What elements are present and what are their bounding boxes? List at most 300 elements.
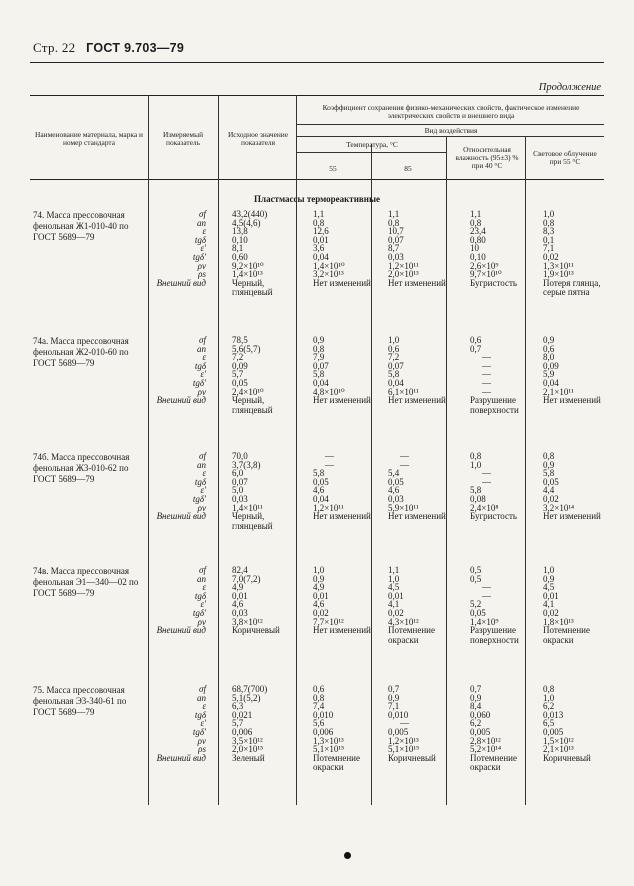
cell-initial: 43,2(440) bbox=[232, 209, 268, 219]
cell-light: 0,8 bbox=[543, 451, 555, 461]
cell-initial: 0,60 bbox=[232, 251, 248, 262]
cell-humidity: — bbox=[482, 386, 491, 397]
cell-humidity: 2,6×10⁹ bbox=[470, 260, 499, 271]
header-rule bbox=[30, 62, 604, 63]
cell-t85: 0,07 bbox=[388, 234, 404, 245]
cell-humidity: 8,4 bbox=[470, 701, 482, 712]
cell-initial: Черный, глянцевый bbox=[232, 511, 273, 531]
cell-symbols: σf bbox=[199, 209, 206, 219]
cell-t55: 1,2×10¹¹ bbox=[313, 502, 344, 513]
cell-symbols: Внешний вид bbox=[156, 625, 206, 636]
cell-humidity: 0,8 bbox=[470, 217, 482, 228]
cell-light: 0,02 bbox=[543, 607, 559, 618]
cell-t55: 7,4 bbox=[313, 701, 325, 712]
column-humidity bbox=[470, 566, 540, 645]
cell-initial: 6,3 bbox=[232, 701, 244, 712]
cell-t55: Нет изменений bbox=[313, 395, 371, 406]
material-name: 74а. Масса прессовочная фенольная Ж2-010-60 по ГОСТ 5689—79 bbox=[33, 336, 129, 369]
cell-initial: 0,021 bbox=[232, 709, 253, 720]
cell-humidity: 0,060 bbox=[470, 709, 491, 720]
cell-t55: 4,8×10¹⁰ bbox=[313, 386, 345, 397]
column-humidity bbox=[470, 336, 540, 415]
cell-symbols: ρv bbox=[197, 616, 206, 627]
cell-initial: 1,4×10¹³ bbox=[232, 269, 263, 280]
cell-light: 2,1×10¹³ bbox=[543, 744, 574, 755]
cell-t85: 0,03 bbox=[388, 251, 404, 262]
cell-t55: 0,8 bbox=[313, 217, 325, 228]
cell-light: 1,5×10¹² bbox=[543, 735, 574, 746]
header-coef: Коэффициент сохранения физико-механических свойств, фактическое изменение электрических свойств и внешнего вида bbox=[322, 103, 580, 120]
cell-light: 4,5 bbox=[543, 582, 555, 593]
cell-t85: 10,7 bbox=[388, 226, 404, 237]
cell-initial: 7,2 bbox=[232, 352, 244, 363]
cell-humidity: 10 bbox=[470, 243, 479, 254]
cell-t85: 1,2×10¹¹ bbox=[388, 260, 419, 271]
cell-symbols: ρv bbox=[197, 260, 206, 271]
standard-number: ГОСТ 9.703—79 bbox=[86, 41, 185, 55]
cell-t85: 1,1 bbox=[388, 565, 400, 575]
cell-light: 2,1×10¹¹ bbox=[543, 386, 574, 397]
cell-humidity: — bbox=[482, 468, 491, 479]
cell-symbols: ρv bbox=[197, 735, 206, 746]
cell-symbols: ρv bbox=[197, 386, 206, 397]
column-initial bbox=[232, 566, 302, 636]
cell-symbols: tgδ bbox=[194, 476, 206, 487]
cell-symbols: ε′ bbox=[200, 369, 206, 380]
column-t55 bbox=[313, 452, 373, 522]
column-t55 bbox=[313, 566, 373, 636]
cell-t55: 0,02 bbox=[313, 607, 329, 618]
cell-symbols: aп bbox=[197, 692, 206, 703]
cell-t85: 0,9 bbox=[388, 692, 400, 703]
cell-light: Нет изменений bbox=[543, 511, 601, 522]
cell-t55: 0,01 bbox=[313, 590, 329, 601]
cell-humidity: Бугристость bbox=[470, 511, 518, 522]
cell-light: 1,0 bbox=[543, 565, 555, 575]
cell-t85: 0,02 bbox=[388, 607, 404, 618]
cell-initial: 3,7(3,8) bbox=[232, 459, 261, 470]
cell-t85: 4,5 bbox=[388, 582, 400, 593]
header-humidity: Относительная влажность (95±3) % при 40 °С bbox=[455, 145, 519, 170]
cell-t55: 12,6 bbox=[313, 226, 329, 237]
cell-symbols: ε′ bbox=[200, 485, 206, 496]
cell-light: 4,1 bbox=[543, 599, 555, 610]
cell-symbols: ε bbox=[202, 582, 206, 593]
cell-symbols: Внешний вид bbox=[156, 752, 206, 763]
cell-t85: 1,1 bbox=[388, 209, 400, 219]
cell-t85: 0,7 bbox=[388, 684, 400, 694]
cell-symbols: ε bbox=[202, 468, 206, 479]
cell-t55: 0,04 bbox=[313, 377, 329, 388]
cell-humidity: Потемнение окраски bbox=[470, 752, 517, 773]
cell-t85: 0,010 bbox=[388, 709, 409, 720]
cell-initial: 5,7 bbox=[232, 369, 244, 380]
cell-light: 1,3×10¹¹ bbox=[543, 260, 574, 271]
cell-initial: 78,5 bbox=[232, 335, 248, 345]
cell-t55: 3,6 bbox=[313, 243, 325, 254]
column-humidity bbox=[470, 452, 540, 522]
cell-light: 5,8 bbox=[543, 468, 555, 479]
cell-humidity: Бугристость bbox=[470, 277, 518, 288]
column-light bbox=[543, 336, 613, 406]
cell-symbols: tgδ′ bbox=[192, 377, 206, 388]
cell-symbols: ρv bbox=[197, 502, 206, 513]
cell-t55: 4,6 bbox=[313, 485, 325, 496]
cell-light: 0,013 bbox=[543, 709, 564, 720]
cell-humidity: 0,005 bbox=[470, 726, 491, 737]
cell-light: 0,04 bbox=[543, 377, 559, 388]
header-t55: 55 bbox=[329, 164, 337, 173]
cell-t85: 0,005 bbox=[388, 726, 409, 737]
cell-symbols: σf bbox=[199, 684, 206, 694]
cell-symbols: σf bbox=[199, 451, 206, 461]
cell-light: 0,9 bbox=[543, 573, 555, 584]
cell-t55: 0,8 bbox=[313, 692, 325, 703]
cell-t85: 2,0×10¹³ bbox=[388, 269, 419, 280]
cell-t55: 7,7×10¹² bbox=[313, 616, 344, 627]
cell-light: 8,0 bbox=[543, 352, 555, 363]
cell-initial: 7,0(7,2) bbox=[232, 573, 261, 584]
cell-light: 0,9 bbox=[543, 459, 555, 470]
cell-humidity: 1,4×10⁹ bbox=[470, 616, 499, 627]
cell-t55: Потемнение окраски bbox=[313, 752, 360, 773]
cell-initial: 1,4×10¹¹ bbox=[232, 502, 263, 513]
cell-light: 5,9 bbox=[543, 369, 555, 380]
header-material: Наименование материала, марка и номер стандарта bbox=[35, 130, 143, 147]
cell-symbols: aп bbox=[197, 343, 206, 354]
cell-symbols: ρs bbox=[198, 744, 206, 755]
cell-light: 0,8 bbox=[543, 684, 555, 694]
cell-t85: Нет изменений bbox=[388, 395, 446, 406]
section-title: Пластмассы термореактивные bbox=[254, 194, 380, 204]
cell-light: 1,0 bbox=[543, 209, 555, 219]
cell-initial: 5,6(5,7) bbox=[232, 343, 261, 354]
cell-t55: 0,04 bbox=[313, 493, 329, 504]
cell-symbols: ρs bbox=[198, 269, 206, 280]
cell-humidity: 0,5 bbox=[470, 565, 482, 575]
cell-light: 1,9×10¹³ bbox=[543, 269, 574, 280]
cell-t55: 5,8 bbox=[313, 369, 325, 380]
cell-symbols: aп bbox=[197, 459, 206, 470]
material-name: 74. Масса прессовочная фенольная Ж1-010-40 по ГОСТ 5689—79 bbox=[33, 210, 129, 243]
cell-initial: 5,0 bbox=[232, 485, 244, 496]
cell-symbols: tgδ bbox=[194, 360, 206, 371]
column-t55 bbox=[313, 210, 373, 288]
cell-t85: 1,2×10¹³ bbox=[388, 735, 419, 746]
cell-humidity: — bbox=[482, 476, 491, 487]
cell-initial: 0,09 bbox=[232, 360, 248, 371]
cell-initial: 0,01 bbox=[232, 590, 248, 601]
cell-light: 1,8×10¹³ bbox=[543, 616, 574, 627]
page-mark bbox=[344, 852, 351, 859]
cell-t85: 0,8 bbox=[388, 217, 400, 228]
header-impact: Вид воздействия bbox=[424, 126, 478, 135]
cell-humidity: 5,2 bbox=[470, 599, 482, 610]
column-symbols bbox=[150, 210, 206, 288]
cell-symbols: tgδ bbox=[194, 234, 206, 245]
column-t85 bbox=[388, 685, 448, 763]
column-t55 bbox=[313, 336, 373, 406]
column-t85 bbox=[388, 566, 448, 645]
cell-initial: 8,1 bbox=[232, 243, 244, 254]
cell-symbols: ε bbox=[202, 701, 206, 712]
cell-t85: 5,8 bbox=[388, 369, 400, 380]
column-light bbox=[543, 566, 613, 645]
cell-light: Коричневый bbox=[543, 752, 591, 763]
cell-symbols: tgδ′ bbox=[192, 251, 206, 262]
cell-t85: 7,2 bbox=[388, 352, 400, 363]
cell-initial: 5,7 bbox=[232, 718, 244, 729]
cell-humidity: Разрушение поверхности bbox=[470, 625, 519, 645]
column-symbols bbox=[150, 566, 206, 636]
cell-t55: 4,6 bbox=[313, 599, 325, 610]
cell-initial: 0,006 bbox=[232, 726, 253, 737]
column-t85 bbox=[388, 336, 448, 406]
cell-t55: 1,1 bbox=[313, 209, 325, 219]
cell-symbols: aп bbox=[197, 573, 206, 584]
cell-symbols: Внешний вид bbox=[156, 511, 206, 522]
cell-light: 6,2 bbox=[543, 701, 555, 712]
cell-humidity: 0,05 bbox=[470, 607, 486, 618]
cell-t85: Нет изменений bbox=[388, 511, 446, 522]
cell-humidity: 5,2×10¹⁴ bbox=[470, 744, 502, 755]
cell-t85: 5,4 bbox=[388, 468, 400, 479]
cell-t85: 7,1 bbox=[388, 701, 400, 712]
cell-t55: 3,2×10¹³ bbox=[313, 269, 344, 280]
cell-t85: Нет изменений bbox=[388, 277, 446, 288]
cell-symbols: ε′ bbox=[200, 599, 206, 610]
cell-t85: 0,03 bbox=[388, 493, 404, 504]
table-header-bottom-rule bbox=[30, 179, 604, 180]
cell-t55: Нет изменений bbox=[313, 511, 371, 522]
header-temperature: Температура, °С bbox=[346, 140, 398, 149]
cell-t85: — bbox=[400, 451, 409, 461]
cell-t85: 0,6 bbox=[388, 343, 400, 354]
header-indicator: Измеряемый показатель bbox=[162, 130, 204, 147]
cell-initial: 6,0 bbox=[232, 468, 244, 479]
cell-humidity: — bbox=[482, 582, 491, 593]
cell-light: 0,02 bbox=[543, 493, 559, 504]
cell-humidity: — bbox=[482, 369, 491, 380]
cell-symbols: Внешний вид bbox=[156, 277, 206, 288]
cell-initial: 68,7(700) bbox=[232, 684, 268, 694]
cell-humidity: 0,7 bbox=[470, 343, 482, 354]
cell-humidity: 2,4×10⁸ bbox=[470, 502, 499, 513]
cell-t85: 0,07 bbox=[388, 360, 404, 371]
cell-humidity: 0,5 bbox=[470, 573, 482, 584]
cell-t55: 0,9 bbox=[313, 335, 325, 345]
column-humidity bbox=[470, 210, 540, 288]
cell-t55: 5,6 bbox=[313, 718, 325, 729]
cell-light: 1,0 bbox=[543, 692, 555, 703]
cell-light: 0,02 bbox=[543, 251, 559, 262]
cell-t55: 0,010 bbox=[313, 709, 334, 720]
cell-light: Потемнение окраски bbox=[543, 625, 590, 645]
cell-t85: 0,04 bbox=[388, 377, 404, 388]
cell-humidity: 0,9 bbox=[470, 692, 482, 703]
cell-light: 0,9 bbox=[543, 335, 555, 345]
cell-initial: 2,4×10¹⁰ bbox=[232, 386, 264, 397]
cell-light: 0,01 bbox=[543, 590, 559, 601]
cell-t55: — bbox=[325, 451, 334, 461]
cell-initial: Коричневый bbox=[232, 625, 280, 636]
cell-t85: 4,1 bbox=[388, 599, 400, 610]
cell-t85: 8,7 bbox=[388, 243, 400, 254]
column-light bbox=[543, 685, 613, 763]
cell-t85: 5,9×10¹¹ bbox=[388, 502, 419, 513]
cell-t55: 0,04 bbox=[313, 251, 329, 262]
cell-initial: 9,2×10¹⁰ bbox=[232, 260, 264, 271]
cell-t55: Нет изменений bbox=[313, 625, 371, 636]
cell-t85: 0,05 bbox=[388, 476, 404, 487]
cell-symbols: tgδ′ bbox=[192, 726, 206, 737]
header-light: Световое облучение при 55 °С bbox=[533, 149, 597, 166]
column-t85 bbox=[388, 452, 448, 522]
cell-initial: Зеленый bbox=[232, 752, 265, 763]
cell-symbols: aп bbox=[197, 217, 206, 228]
cell-initial: 3,8×10¹² bbox=[232, 616, 263, 627]
cell-humidity: 0,8 bbox=[470, 451, 482, 461]
cell-initial: 4,9 bbox=[232, 582, 244, 593]
page-header bbox=[33, 40, 184, 56]
cell-humidity: 0,80 bbox=[470, 234, 486, 245]
cell-t85: Потемнение окраски bbox=[388, 625, 435, 645]
cell-t55: Нет изменений bbox=[313, 277, 371, 288]
cell-symbols: tgδ bbox=[194, 709, 206, 720]
cell-t55: — bbox=[325, 459, 334, 470]
material-name: 75. Масса прессовочная фенольная Э3-340-61 по ГОСТ 5689—79 bbox=[33, 685, 127, 718]
cell-initial: 5,1(5,2) bbox=[232, 692, 261, 703]
cell-t85: — bbox=[400, 718, 409, 729]
column-initial bbox=[232, 685, 302, 763]
cell-light: 8,3 bbox=[543, 226, 555, 237]
cell-t85: — bbox=[400, 459, 409, 470]
material-name: 74б. Масса прессовочная фенольная Ж3-010-62 по ГОСТ 5689—79 bbox=[33, 452, 130, 485]
cell-humidity: 1,0 bbox=[470, 459, 482, 470]
cell-t55: 1,4×10¹⁰ bbox=[313, 260, 345, 271]
column-symbols bbox=[150, 685, 206, 763]
cell-humidity: Разрушение поверхности bbox=[470, 395, 519, 415]
cell-light: 0,1 bbox=[543, 234, 555, 245]
cell-initial: 13,8 bbox=[232, 226, 248, 237]
column-humidity bbox=[470, 685, 540, 773]
cell-t55: 5,8 bbox=[313, 468, 325, 479]
cell-symbols: tgδ bbox=[194, 590, 206, 601]
cell-humidity: 9,7×10¹⁰ bbox=[470, 269, 502, 280]
column-t85 bbox=[388, 210, 448, 288]
cell-symbols: ε′ bbox=[200, 718, 206, 729]
table-top-rule bbox=[30, 95, 604, 96]
cell-light: 0,05 bbox=[543, 476, 559, 487]
cell-humidity: — bbox=[482, 377, 491, 388]
cell-light: 7,1 bbox=[543, 243, 555, 254]
material-name: 74в. Масса прессовочная фенольная Э1—340—02 по ГОСТ 5689—79 bbox=[33, 566, 139, 599]
cell-t55: 0,05 bbox=[313, 476, 329, 487]
cell-t85: 5,1×10¹⁵ bbox=[388, 744, 420, 755]
cell-initial: 3,5×10¹² bbox=[232, 735, 263, 746]
cell-t85: 1,0 bbox=[388, 573, 400, 584]
cell-symbols: ε bbox=[202, 352, 206, 363]
cell-light: 0,005 bbox=[543, 726, 564, 737]
cell-t85: 0,01 bbox=[388, 590, 404, 601]
cell-symbols: σf bbox=[199, 565, 206, 575]
cell-initial: 70,0 bbox=[232, 451, 248, 461]
cell-initial: 0,03 bbox=[232, 493, 248, 504]
column-symbols bbox=[150, 336, 206, 406]
cell-t55: 1,0 bbox=[313, 565, 325, 575]
cell-light: 3,2×10¹⁴ bbox=[543, 502, 575, 513]
cell-t55: 0,6 bbox=[313, 684, 325, 694]
cell-t85: 6,1×10¹¹ bbox=[388, 386, 419, 397]
page-number: Стр. 22 bbox=[33, 40, 76, 55]
cell-humidity: — bbox=[482, 352, 491, 363]
cell-light: 0,8 bbox=[543, 217, 555, 228]
column-initial bbox=[232, 210, 302, 298]
cell-symbols: tgδ′ bbox=[192, 493, 206, 504]
cell-light: Потеря глянца, серые пятна bbox=[543, 277, 601, 298]
cell-initial: 0,10 bbox=[232, 234, 248, 245]
cell-light: 6,5 bbox=[543, 718, 555, 729]
cell-t55: 0,9 bbox=[313, 573, 325, 584]
cell-initial: Черный, глянцевый bbox=[232, 395, 273, 415]
cell-t55: 0,006 bbox=[313, 726, 334, 737]
column-initial bbox=[232, 452, 302, 531]
cell-t85: 4,6 bbox=[388, 485, 400, 496]
cell-t55: 5,1×10¹⁵ bbox=[313, 744, 345, 755]
header-initial: Исходное значение показателя bbox=[227, 130, 289, 147]
cell-humidity: 2,8×10¹² bbox=[470, 735, 501, 746]
cell-symbols: tgδ′ bbox=[192, 607, 206, 618]
cell-t85: Коричневый bbox=[388, 752, 436, 763]
column-t55 bbox=[313, 685, 373, 773]
cell-t85: 4,3×10¹² bbox=[388, 616, 419, 627]
cell-initial: 0,03 bbox=[232, 607, 248, 618]
header-t85: 85 bbox=[404, 164, 412, 173]
cell-light: 0,09 bbox=[543, 360, 559, 371]
cell-initial: 0,07 bbox=[232, 476, 248, 487]
cell-light: Нет изменений bbox=[543, 395, 601, 406]
cell-t55: 7,9 bbox=[313, 352, 325, 363]
cell-initial: 82,4 bbox=[232, 565, 248, 575]
cell-symbols: ε′ bbox=[200, 243, 206, 254]
cell-t55: 0,07 bbox=[313, 360, 329, 371]
cell-initial: 4,5(4,6) bbox=[232, 217, 261, 228]
cell-humidity: — bbox=[482, 590, 491, 601]
continuation-label: Продолжение bbox=[538, 82, 601, 93]
cell-t55: 1,3×10¹³ bbox=[313, 735, 344, 746]
cell-humidity: 0,6 bbox=[470, 335, 482, 345]
cell-light: 4,4 bbox=[543, 485, 555, 496]
cell-symbols: Внешний вид bbox=[156, 395, 206, 406]
cell-humidity: 6,2 bbox=[470, 718, 482, 729]
cell-t55: 4,9 bbox=[313, 582, 325, 593]
column-symbols bbox=[150, 452, 206, 522]
cell-symbols: ε bbox=[202, 226, 206, 237]
cell-t55: 0,8 bbox=[313, 343, 325, 354]
cell-light: 0,6 bbox=[543, 343, 555, 354]
column-light bbox=[543, 210, 613, 298]
column-light bbox=[543, 452, 613, 522]
cell-initial: Черный, глянцевый bbox=[232, 277, 273, 298]
cell-initial: 2,0×10¹⁵ bbox=[232, 744, 264, 755]
cell-humidity: 0,08 bbox=[470, 493, 486, 504]
cell-humidity: — bbox=[482, 360, 491, 371]
cell-humidity: 0,10 bbox=[470, 251, 486, 262]
cell-symbols: σf bbox=[199, 335, 206, 345]
cell-t55: 0,01 bbox=[313, 234, 329, 245]
cell-humidity: 23,4 bbox=[470, 226, 486, 237]
cell-t85: 1,0 bbox=[388, 335, 400, 345]
